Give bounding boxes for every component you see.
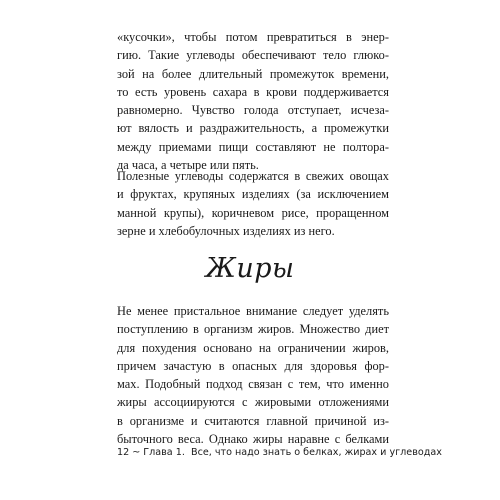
text-line: зерне и хлебобулочных изделиях из него. bbox=[117, 223, 335, 238]
text-line: «кусочки», чтобы потом превратиться в энер- bbox=[117, 30, 389, 44]
text-line: причем зачастую в опасных для здоровья фор- bbox=[117, 358, 389, 373]
page-number: 12 bbox=[117, 447, 130, 458]
text-line: зой на более длительный промежуток времени, bbox=[117, 66, 389, 81]
paragraph-fats bbox=[117, 302, 389, 448]
chapter-label: Глава 1. bbox=[143, 447, 185, 458]
text-line: то есть уровень сахара в крови поддерживается bbox=[117, 84, 389, 99]
footer-separator: ~ bbox=[132, 447, 141, 458]
text-line: манной крупы), коричневом рисе, проращенном bbox=[117, 205, 389, 220]
text-line: Полезные углеводы содержатся в свежих овощах bbox=[117, 169, 389, 183]
paragraph-carbohydrates-continued bbox=[117, 28, 389, 174]
text-line: ют вялость и раздражительность, а промежутки bbox=[117, 121, 389, 136]
text-line: да часа, а четыре или пять. bbox=[117, 158, 259, 173]
text-line: для похудения основано на ограничении жиров, bbox=[117, 340, 389, 355]
text-line: гию. Такие углеводы обеспечивают тело глюко- bbox=[117, 48, 389, 63]
chapter-title: Все, что надо знать о белках, жирах и углеводах bbox=[190, 447, 442, 458]
text-line: быточного веса. Однако жиры наравне с белками bbox=[117, 432, 389, 447]
text-line: поступлению в организм жиров. Множество диет bbox=[117, 322, 389, 337]
text-line: Не менее пристальное внимание следует уделять bbox=[117, 304, 389, 318]
text-line: мах. Подобный подход связан с тем, что именно bbox=[117, 377, 389, 392]
running-footer bbox=[117, 446, 442, 460]
text-line: между приемами пищи составляют не полтора- bbox=[117, 139, 389, 154]
text-line: в организме и считаются главной причиной из- bbox=[117, 413, 389, 428]
text-line: равномерно. Чувство голода отступает, исчеза- bbox=[117, 103, 389, 118]
paragraph-healthy-carbohydrates bbox=[117, 167, 389, 240]
text-line: и фруктах, крупяных изделиях (за исключением bbox=[117, 187, 389, 202]
text-line: жиры ассоциируются с жировыми отложениями bbox=[117, 395, 389, 410]
section-heading: Жиры bbox=[205, 253, 295, 284]
